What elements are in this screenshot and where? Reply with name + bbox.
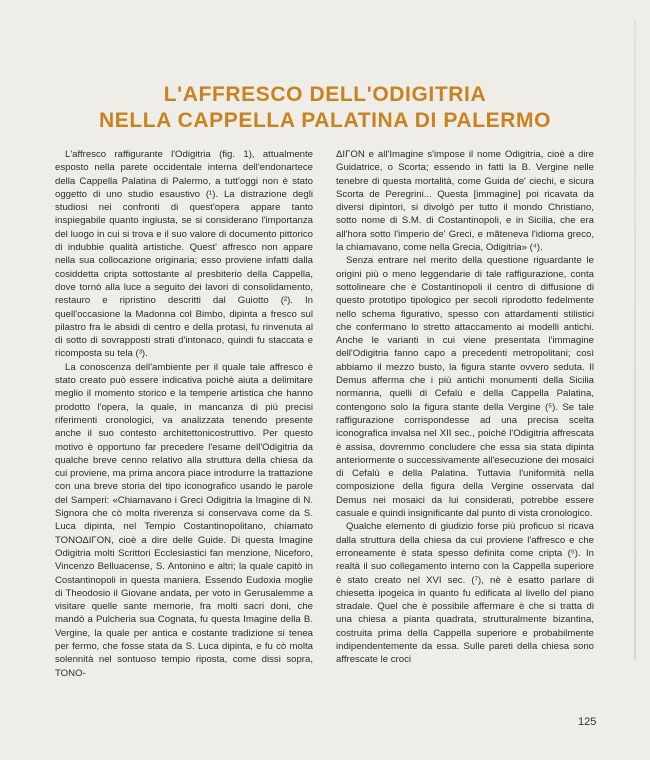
title-line-1: L'AFFRESCO DELL'ODIGITRIA [163,83,487,106]
title-line-2: NELLA CAPPELLA PALATINA DI PALERMO [98,109,552,132]
paragraph: ΔΙΓΟΝ e all'Imagine s'impose il nome Odigitria, cioè a dire Guidatrice, o Scorta; essendo in fatti la B. Vergine nelle tenebre di questa mortalità, come Guida de' ciechi, e sicura Scorta de Peregrini... Questa [immagine] poi ricavata da diversi dipintori, si divolgò per tutto il mondo Christiano, sotto nome di S.M. di Costantinopoli, e in Sicilia, che era all'hora sotto l'imperio de' Greci, e mãteneva l'idioma greco, la chiamavano, come nella Grecia, Odigitria» (⁴). [336,149,594,254]
page-number: 125 [578,716,597,728]
left-column [55,148,313,680]
paragraph: La conoscenza dell'ambiente per il quale tale affresco è stato creato può essere indicativa poichè aiuta a delimitare meglio il momento storico e la temperie artistica che hanno prodotto l'opera, la quale, in mancanza di più precisi riferimenti cronologici, va analizzata tenendo presente anche il suo contesto architettonicostruttivo. Per questo motivo è opportuno far precedere l'esame dell'Odigitria da qualche breve cenno relativo alla struttura della chiesa da cui proviene, ma prima ancora piace introdurre la trattazione con una breve storia del tipo iconografico usando le parole del Samperi: «Chiamavano i Greci Odigitria la Imagine di N. Signora che cò molta riverenza si conservava come da S. Luca dipinta, nel Tempio Costantinopolitano, chiamato TONΟΔΙΓΟΝ, cioè a dire delle Guide. Di questa Imagine Odigitria molti Scrittori Ecclesiastici fan menzione, Niceforo, Vincenzo Belluacense, S. Antonino e altri; la quale capitò in Costantinopoli in questa maniera. Essendo Eudoxia moglie di Theodosio il Giovane andata, per voto in Gerusalemme a visitare quelle sante memorie, fra molti sacri doni, che mandò a Pulcheria sua Cognata, fu questa Imagine della B. Vergine, la quale per antica e costante tradizione si tenea per fermo, che fosse stata da S. Luca dipinta, e fu cò molta solennità nel sontuoso tempio riposta, come dissi sopra, TONO- [55,361,313,679]
paragraph: Qualche elemento di giudizio forse più proficuo si ricava dalla struttura della chiesa da cui proviene l'affresco e che erroneamente è stata spesso definita come cripta (⁶). In realtà il suo collegamento interno con la Cappella superiore è stato creato nel XVI sec. (⁷), nè è esatto parlare di chiesetta ipogeica in quanto fu edificata al livello del piano stradale. Quel che è possibile affermare è che si tratta di una chiesa a pianta quadrata, strutturalmente bizantina, costruita prima della Cappella superiore e probabilmente indipendentemente da essa. Sulle pareti della chiesa sono affrescate le croci [336,521,594,666]
paragraph: L'affresco raffigurante l'Odigitria (fig. 1), attualmente esposto nella parete occidentale interna dell'endonartece della Cappella Palatina di Palermo, a tutt'oggi non è stato oggetto di uno studio esaustivo (¹). La distrazione degli studiosi nei confronti di quest'opera appare tanto inspiegabile quanto ingiusta, se si considerano l'importanza del luogo in cui si trova e il suo valore di documento pittorico di indubbie qualità artistiche. Quest' affresco non appare nella sua collocazione originaria; esso proviene infatti dalla cosiddetta cripta sottostante al presbiterio della Cappella, dove tornò alla luce a seguito dei lavori di consolidamento, restauro e ripristino descritti dal Guiotto (²). In quell'occasione la Madonna col Bimbo, dipinta a fresco sul pilastro fra le absidi di centro e della protasi, fu rinvenuta al di sotto di sovrapposti strati d'intonaco, quindi fu staccata e ricomposta su tela (³). [55,149,313,360]
paragraph: Senza entrare nel merito della questione riguardante le origini più o meno leggendarie di tale raffigurazione, conta sottolineare che è Costantinopoli il centro di diffusione di questo prototipo tipologico per secoli riprodotto fedelmente nello schema figurativo, spesso con attardamenti stilistici che confermano lo stretto attaccamento ai modelli antichi. Anche le varianti in cui viene presentata l'immagine dell'Odigitria fanno capo a precedenti metropolitani; così abbiamo il mezzo busto, la figura stante ovvero seduta. Il Demus afferma che i più antichi monumenti della Sicilia normanna, quelli di Cefalù e della Cappella Palatina, contengono solo la figura stante della Vergine (⁵). Se tale raffigurazione corrispondesse ad una precisa scelta iconografica invalsa nel XII sec., poiché l'Odigitria affrescata è assisa, dovremmo concludere che essa sia stata dipinta anteriormente o successivamente all'esecuzione dei mosaici di Cefalù e della Palatina. Tuttavia l'uniformità nella composizione della figura della Vergine osservata dal Demus nei mosaici da lui considerati, potrebbe essere casuale e quindi insignificante dal punto di vista cronologico. [336,255,594,520]
article-title [0,82,650,134]
right-column [336,148,594,667]
